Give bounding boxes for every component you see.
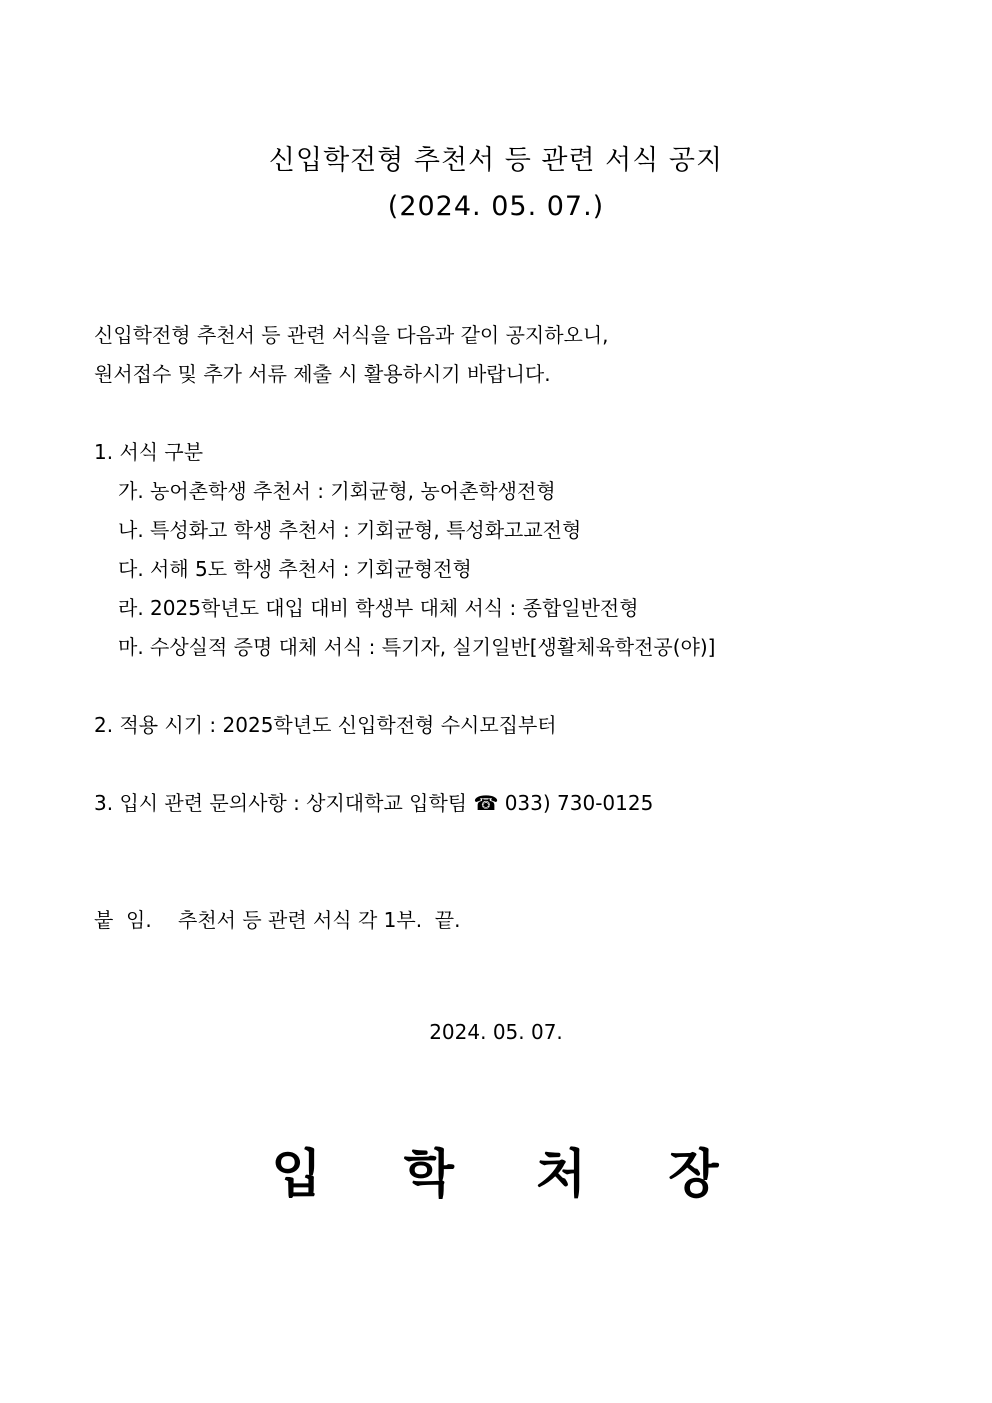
intro-line-2: 원서접수 및 추가 서류 제출 시 활용하시기 바랍니다. xyxy=(94,362,551,386)
document-title-date: (2024. 05. 07.) xyxy=(387,191,605,222)
section-1-item-da: 다. 서해 5도 학생 추천서 : 기회균형전형 xyxy=(118,557,472,581)
intro-line-1: 신입학전형 추천서 등 관련 서식을 다음과 같이 공지하오니, xyxy=(94,323,609,347)
document-title: 신입학전형 추천서 등 관련 서식 공지 xyxy=(268,145,724,176)
section-3-contact: 3. 입시 관련 문의사항 : 상지대학교 입학팀 ☎ 033) 730-0125 xyxy=(94,791,654,815)
document-date: 2024. 05. 07. xyxy=(429,1020,563,1044)
attachment-label: 붙 임. xyxy=(94,908,152,932)
section-1-heading: 1. 서식 구분 xyxy=(94,440,204,464)
section-2-apply-period: 2. 적용 시기 : 2025학년도 신입학전형 수시모집부터 xyxy=(94,713,557,737)
section-1-item-na: 나. 특성화고 학생 추천서 : 기회균형, 특성화고교전형 xyxy=(118,518,582,542)
section-1-item-ma: 마. 수상실적 증명 대체 서식 : 특기자, 실기일반[생활체육학전공(야)] xyxy=(118,635,716,659)
section-1-item-ra: 라. 2025학년도 대입 대비 학생부 대체 서식 : 종합일반전형 xyxy=(118,596,639,620)
section-1-item-ga: 가. 농어촌학생 추천서 : 기회균형, 농어촌학생전형 xyxy=(118,479,556,503)
signature-admissions-director: 입 학 처 장 xyxy=(271,1145,721,1205)
attachment-text: 추천서 등 관련 서식 각 1부. 끝. xyxy=(178,908,461,932)
